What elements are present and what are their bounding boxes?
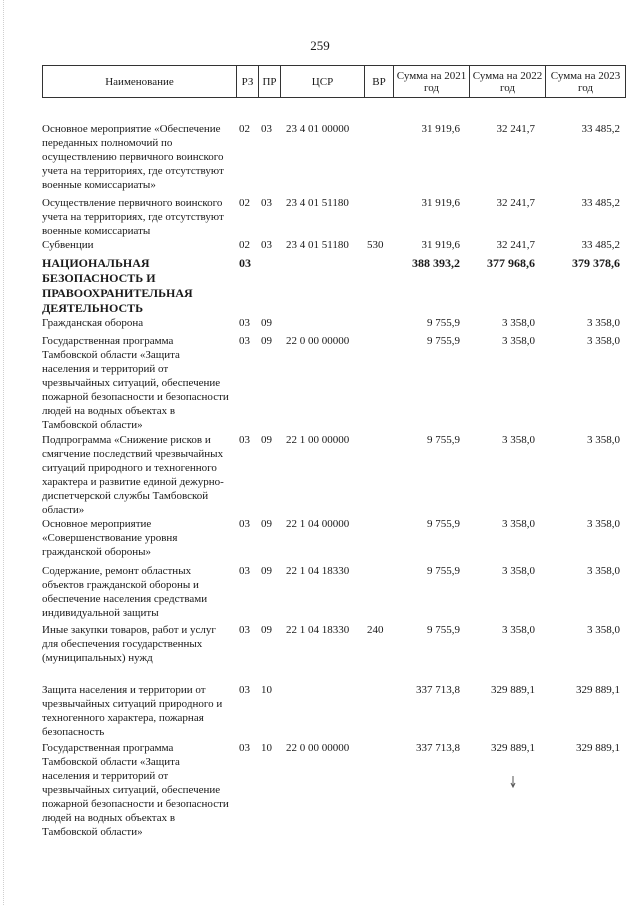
row-sum-2022: 3 358,0	[502, 624, 535, 636]
row-rz: 03	[239, 518, 250, 530]
row-csr: 23 4 01 00000	[286, 123, 350, 135]
row-rz: 03	[239, 624, 250, 636]
table-header	[42, 65, 626, 98]
row-sum-2023: 33 485,2	[581, 197, 620, 209]
row-rz: 03	[239, 434, 250, 446]
row-sum-2022: 3 358,0	[502, 335, 535, 347]
row-csr: 22 1 00 00000	[286, 434, 350, 446]
row-pr: 09	[261, 434, 272, 446]
page-number: 259	[310, 38, 330, 53]
row-pr: 09	[261, 518, 272, 530]
row-sum-2022: 3 358,0	[502, 317, 535, 329]
row-name: Содержание, ремонт областных объектов гражданской обороны и обеспечение населения средствами индивидуальной защиты	[42, 565, 208, 619]
row-sum-2022: 3 358,0	[502, 565, 535, 577]
row-sum-2021: 9 755,9	[427, 624, 460, 636]
row-rz: 03	[239, 317, 250, 329]
row-sum-2021: 337 713,8	[416, 684, 460, 696]
row-pr: 03	[261, 123, 272, 135]
row-vr: 530	[367, 239, 384, 251]
column-header-rz: РЗ	[236, 66, 258, 97]
row-sum-2022: 329 889,1	[491, 742, 535, 754]
row-sum-2023: 3 358,0	[587, 317, 620, 329]
row-rz: 03	[239, 565, 250, 577]
row-rz: 03	[239, 335, 250, 347]
row-sum-2021: 9 755,9	[427, 518, 460, 530]
row-sum-2023: 3 358,0	[587, 335, 620, 347]
column-header-name: Наименование	[105, 75, 174, 88]
row-name: Осуществление первичного воинского учета на территориях, где отсутствуют военные комиссариаты	[42, 197, 224, 237]
row-sum-2021: 31 919,6	[421, 123, 460, 135]
column-header-vr: ВР	[364, 66, 393, 97]
column-header-sum-2022: Сумма на 2022 год	[469, 66, 545, 97]
row-csr: 23 4 01 51180	[286, 239, 349, 251]
row-name: Основное мероприятие «Совершенствование уровня гражданской обороны»	[42, 518, 178, 558]
row-vr: 240	[367, 624, 384, 636]
column-header-sum-2023: Сумма на 2023 год	[545, 66, 625, 97]
row-sum-2022: 32 241,7	[496, 239, 535, 251]
row-sum-2023: 33 485,2	[581, 123, 620, 135]
column-header-csr: ЦСР	[280, 66, 364, 97]
row-csr: 22 1 04 18330	[286, 565, 350, 577]
row-name: Государственная программа Тамбовской области «Защита населения и территорий от чрезвычайных ситуаций, обеспечение пожарной безопасности и безопасности людей на водных объектах в Тамбовской области»	[42, 335, 229, 431]
row-sum-2022: 3 358,0	[502, 434, 535, 446]
column-header-sum-2021: Сумма на 2021 год	[393, 66, 469, 97]
row-name: Основное мероприятие «Обеспечение переданных полномочий по осуществлению первичного воинского учета на территориях, где отсутствуют военные комиссариаты»	[42, 123, 224, 191]
row-pr: 09	[261, 565, 272, 577]
row-sum-2021: 31 919,6	[421, 239, 460, 251]
row-sum-2023: 379 378,6	[572, 256, 620, 270]
row-sum-2021: 388 393,2	[412, 256, 460, 270]
row-sum-2023: 3 358,0	[587, 434, 620, 446]
scan-mark-icon	[510, 776, 516, 792]
row-sum-2021: 9 755,9	[427, 565, 460, 577]
row-sum-2021: 9 755,9	[427, 434, 460, 446]
row-name: НАЦИОНАЛЬНАЯ БЕЗОПАСНОСТЬ И ПРАВООХРАНИТЕЛЬНАЯ ДЕЯТЕЛЬНОСТЬ	[42, 256, 193, 315]
row-sum-2022: 329 889,1	[491, 684, 535, 696]
row-rz: 03	[239, 684, 250, 696]
row-sum-2023: 329 889,1	[576, 742, 620, 754]
row-sum-2022: 377 968,6	[487, 256, 535, 270]
row-sum-2023: 329 889,1	[576, 684, 620, 696]
row-pr: 10	[261, 742, 272, 754]
row-name: Субвенции	[42, 239, 94, 251]
row-sum-2023: 3 358,0	[587, 518, 620, 530]
row-sum-2023: 3 358,0	[587, 565, 620, 577]
row-rz: 02	[239, 197, 250, 209]
row-csr: 22 0 00 00000	[286, 742, 350, 754]
row-pr: 09	[261, 317, 272, 329]
row-rz: 03	[239, 742, 250, 754]
row-csr: 22 0 00 00000	[286, 335, 350, 347]
row-name: Подпрограмма «Снижение рисков и смягчение последствий чрезвычайных ситуаций природного и техногенного характера и развитие единой дежурно-диспетчерской службы Тамбовской области»	[42, 434, 224, 516]
column-header-pr: ПР	[258, 66, 280, 97]
row-pr: 10	[261, 684, 272, 696]
row-sum-2022: 3 358,0	[502, 518, 535, 530]
row-rz: 02	[239, 239, 250, 251]
row-name: Гражданская оборона	[42, 317, 144, 329]
row-pr: 03	[261, 197, 272, 209]
row-csr: 22 1 04 18330	[286, 624, 350, 636]
row-csr: 23 4 01 51180	[286, 197, 349, 209]
row-sum-2023: 3 358,0	[587, 624, 620, 636]
row-sum-2022: 32 241,7	[496, 123, 535, 135]
row-pr: 09	[261, 335, 272, 347]
row-name: Иные закупки товаров, работ и услуг для обеспечения государственных (муниципальных) нужд	[42, 624, 216, 664]
row-rz: 03	[239, 256, 251, 270]
row-rz: 02	[239, 123, 250, 135]
row-csr: 22 1 04 00000	[286, 518, 350, 530]
row-pr: 09	[261, 624, 272, 636]
row-sum-2021: 31 919,6	[421, 197, 460, 209]
scan-edge-line	[3, 0, 5, 905]
row-sum-2023: 33 485,2	[581, 239, 620, 251]
row-sum-2021: 9 755,9	[427, 335, 460, 347]
row-sum-2021: 337 713,8	[416, 742, 460, 754]
row-name: Защита населения и территории от чрезвычайных ситуаций природного и техногенного характера, пожарная безопасность	[42, 684, 223, 738]
row-sum-2021: 9 755,9	[427, 317, 460, 329]
row-pr: 03	[261, 239, 272, 251]
row-name: Государственная программа Тамбовской области «Защита населения и территорий от чрезвычайных ситуаций, обеспечение пожарной безопасности и безопасности людей на водных объектах в Тамбовской области»	[42, 742, 229, 838]
row-sum-2022: 32 241,7	[496, 197, 535, 209]
